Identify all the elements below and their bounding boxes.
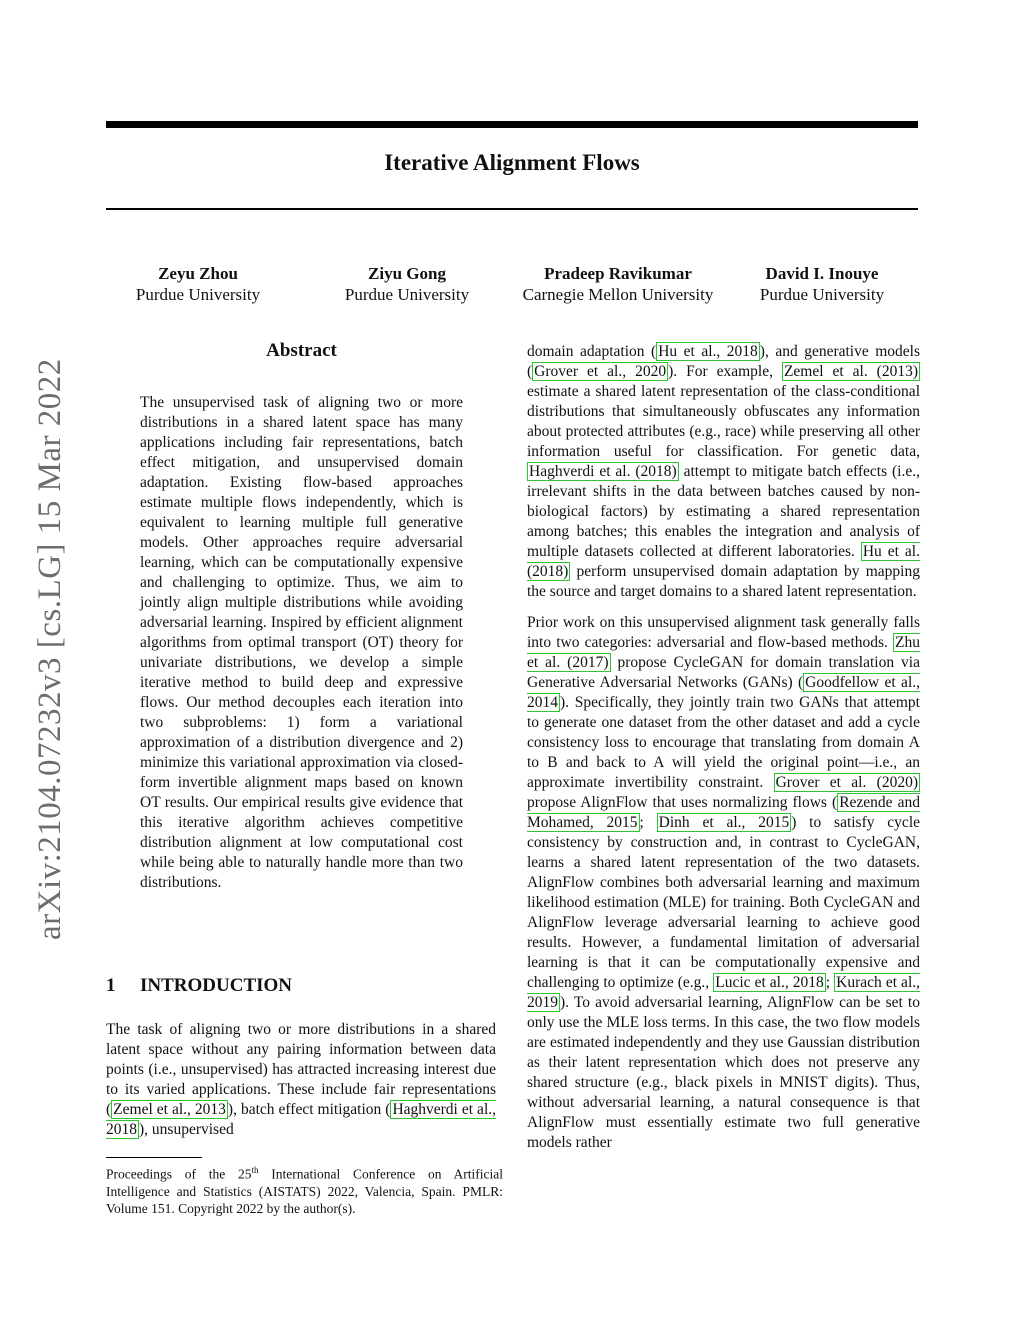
author-affiliation: Purdue University [759, 285, 885, 304]
text-run: domain adaptation ( [527, 343, 657, 360]
title-top-rule [106, 121, 918, 128]
citation-link[interactable]: Zemel et al., 2013 [113, 1101, 226, 1118]
body-paragraph [527, 613, 920, 1153]
text-run: ), batch effect mitigation ( [227, 1101, 391, 1118]
citation-link[interactable]: Rezende and Mohamed, 2015 [527, 794, 920, 831]
text-run: ). To avoid adversarial learning, AlignFlow can be set to only use the MLE loss terms. In this case, the two flow models are estimated independently and they use Gaussian distribution as their latent representation which does not preserve any shared structure (e.g., black pixels in MNIST digits). Thus, without adversarial learning, a natural consequence is that AlignFlow must essentially estimate two full generative models rather [527, 994, 920, 1151]
right-column [527, 342, 920, 1164]
author-affiliation: Carnegie Mellon University [522, 285, 714, 304]
author-block [744, 263, 900, 305]
text-run: The task of aligning two or more distributions in a shared latent space without any pairing information between data points (i.e., unsupervised) has attracted increasing interest due to its varied applications. These include fair representations ( [106, 1021, 496, 1118]
author-name: Ziyu Gong [368, 264, 446, 283]
title-bottom-rule [106, 208, 918, 210]
author-block [512, 263, 724, 305]
intro-paragraph [106, 1020, 496, 1140]
text-run: ; [639, 814, 657, 831]
text-run: propose CycleGAN for domain translation via Generative Adversarial Networks (GANs) ( [527, 654, 920, 691]
text-run: ), and generative models ( [527, 343, 921, 380]
citation-link[interactable]: Haghverdi et al. (2018) [529, 463, 677, 480]
text-run: ) to satisfy cycle consistency by construction and, in contrast to CycleGAN, learns a shared latent representation of the two datasets. AlignFlow combines both adversarial learning and maximum likelihood estimation (MLE) for training. Both CycleGAN and AlignFlow leverage adversarial learning to achieve good results. However, a fundamental limitation of adversarial learning is that it can be computationally expensive and challenging to optimize (e.g., [527, 814, 920, 991]
footnote-rule [106, 1157, 202, 1158]
citation-link[interactable]: Zhu et al. (2017) [527, 634, 920, 671]
footnote [106, 1162, 503, 1217]
text-run: ), unsupervised [139, 1121, 234, 1138]
citation-link[interactable]: Goodfellow et al., 2014 [527, 674, 920, 711]
citation-link[interactable]: Dinh et al., 2015 [658, 814, 790, 831]
text-run: International Conference on Artificial Intelligence and Statistics (AISTATS) 2022, Valencia, Spain. PMLR: Volume 151. Copyright 2022 by the author(s). [106, 1166, 503, 1216]
author-block [118, 263, 278, 305]
text-run: Prior work on this unsupervised alignment task generally falls into two categories: adversarial and flow-based methods. [527, 614, 920, 651]
author-affiliation: Purdue University [344, 285, 470, 304]
author-affiliation: Purdue University [135, 285, 261, 304]
author-name: Zeyu Zhou [158, 264, 238, 283]
text-run: ; [825, 974, 835, 991]
arxiv-identifier: arXiv:2104.07232v3 [cs.LG] 15 Mar 2022 [32, 358, 68, 940]
author-name: Pradeep Ravikumar [544, 264, 692, 283]
paper-title: Iterative Alignment Flows [384, 150, 640, 175]
section-heading [106, 975, 506, 997]
citation-link[interactable]: Lucic et al., 2018 [715, 974, 824, 991]
body-paragraph [527, 342, 920, 602]
text-run: Proceedings of the 25 [106, 1166, 252, 1182]
abstract-heading: Abstract [266, 340, 337, 361]
author-name: David I. Inouye [765, 264, 879, 283]
citation-link[interactable]: Kurach et al., 2019 [527, 974, 920, 1011]
superscript: th [251, 1165, 259, 1175]
section-title: INTRODUCTION [140, 975, 293, 996]
citation-link[interactable]: Haghverdi et al., 2018 [106, 1101, 496, 1138]
citation-link[interactable]: Zemel et al. (2013) [783, 363, 918, 380]
text-run: propose AlignFlow that uses normalizing flows ( [527, 794, 838, 811]
citation-link[interactable]: Hu et al. (2018) [527, 543, 920, 580]
author-block [327, 263, 487, 305]
text-run: perform unsupervised domain adaptation by mapping the source and target domains to a shared latent representation. [527, 563, 920, 600]
section-number: 1 [106, 975, 116, 996]
citation-link[interactable]: Hu et al., 2018 [658, 343, 758, 360]
text-run: ). Specifically, they jointly train two GANs that attempt to generate one dataset from the other dataset and add a cycle consistency loss to encourage that translating from domain A to B and back to A will yield the original point—i.e., an approximate invertibility constraint. [527, 694, 920, 791]
citation-link[interactable]: Grover et al. (2020) [775, 774, 918, 791]
abstract-text: The unsupervised task of aligning two or more distributions in a shared latent space has many applications including fair representations, batch effect mitigation, and unsupervised domain adaptation. Existing flow-based approaches estimate multiple flows independently, which is equivalent to learning multiple full generative models. Other approaches require adversarial learning, which can be computationally expensive and challenging to optimize. Thus, we aim to jointly align multiple distributions while avoiding adversarial learning. Inspired by efficient alignment algorithms from optimal transport (OT) theory for univariate distributions, we develop a simple iterative method to build deep and expressive flows. Our method decouples each iteration into two subproblems: 1) form a variational approximation of a distribution divergence and 2) minimize this variational approximation via closed-form invertible alignment maps based on known OT results. Our empirical results give evidence that this iterative algorithm achieves competitive distribution alignment at low computational cost while being able to naturally handle more than two distributions. [140, 394, 463, 891]
text-run: estimate a shared latent representation of the class-conditional distributions that simultaneously obfuscates any information about protected attributes (e.g., race) while preserving all other information useful for classification. For genetic data, [527, 383, 920, 460]
text-run: ). For example, [668, 363, 782, 380]
citation-link[interactable]: Grover et al., 2020 [534, 363, 667, 380]
text-run: attempt to mitigate batch effects (i.e., irrelevant shifts in the data between batches caused by non-biological factors) by estimating a shared representation among batches; this enables the integration and analysis of multiple datasets collected at different laboratories. [527, 463, 920, 560]
